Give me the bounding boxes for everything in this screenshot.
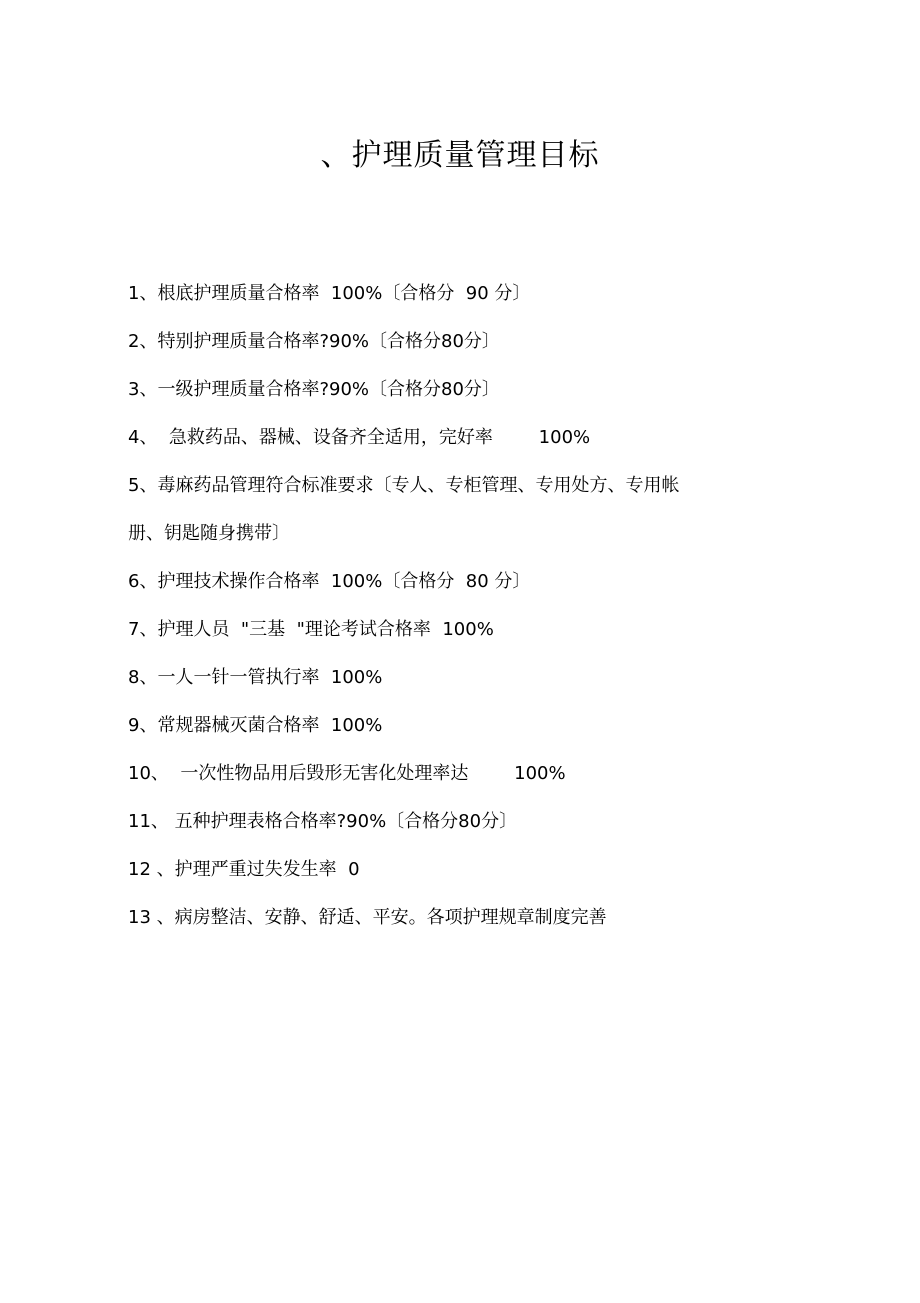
goal-item-12: 12 、护理严重过失发生率 0 (128, 859, 360, 880)
document-title: 、护理质量管理目标 (320, 138, 600, 173)
goal-item-9: 9、常规器械灭菌合格率 100% (128, 715, 383, 736)
goal-item-10: 10、 一次性物品用后毁形无害化处理率达 100% (128, 763, 566, 784)
goal-item-8: 8、一人一针一管执行率 100% (128, 667, 383, 688)
goal-item-7: 7、护理人员 "三基 "理论考试合格率 100% (128, 619, 494, 640)
goal-item-6: 6、护理技术操作合格率 100%〔合格分 80 分〕 (128, 571, 531, 592)
goal-item-3: 3、一级护理质量合格率?90%〔合格分80分〕 (128, 379, 500, 400)
goal-item-13: 13 、病房整洁、安静、舒适、平安。各项护理规章制度完善 (128, 907, 607, 928)
goal-item-5: 5、毒麻药品管理符合标准要求〔专人、专柜管理、专用处方、专用帐 (128, 475, 680, 496)
goal-item-11: 11、 五种护理表格合格率?90%〔合格分80分〕 (128, 811, 518, 832)
goal-item-5-continued: 册、钥匙随身携带〕 (128, 523, 290, 544)
goal-item-1: 1、根底护理质量合格率 100%〔合格分 90 分〕 (128, 283, 531, 304)
goal-item-2: 2、特别护理质量合格率?90%〔合格分80分〕 (128, 331, 500, 352)
goal-item-4: 4、 急救药品、器械、设备齐全适用，完好率 100% (128, 427, 591, 448)
goal-list (128, 270, 828, 942)
